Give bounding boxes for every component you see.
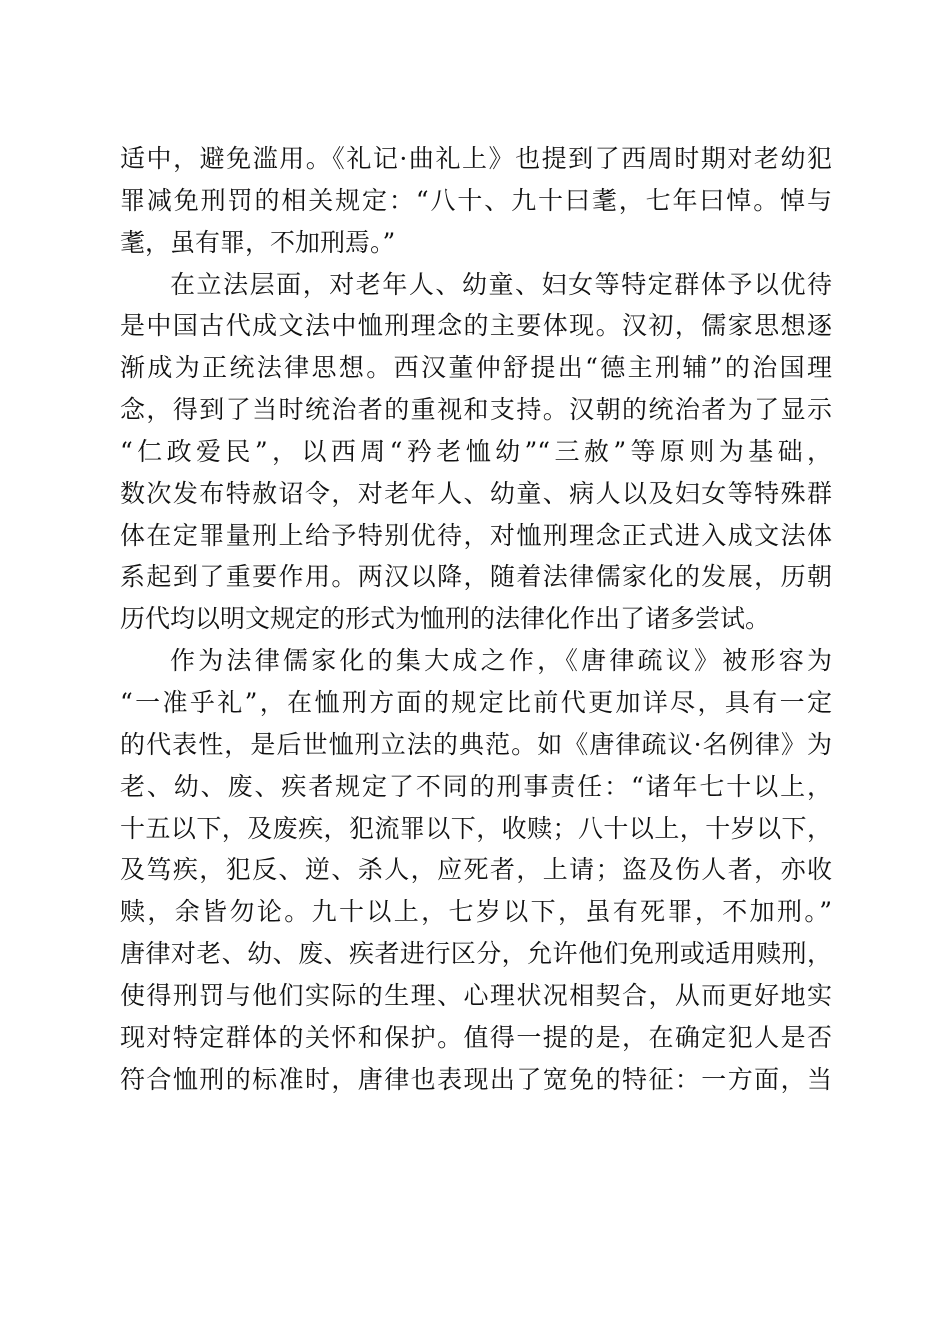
text-line: 适中，避免滥用。《礼记·曲礼上》也提到了西周时期对老幼犯 <box>120 144 832 173</box>
text-line: 老、幼、废、疾者规定了不同的刑事责任：“诸年七十以上， <box>120 771 832 801</box>
text-line: 罪减免刑罚的相关规定：“八十、九十曰耄，七年曰悼。悼与 <box>120 185 832 215</box>
text-line: “仁政爱民”，以西周“矜老恤幼”“三赦”等原则为基础， <box>120 436 832 466</box>
text-line: 念，得到了当时统治者的重视和支持。汉朝的统治者为了显示 <box>120 395 832 425</box>
text-line: 在立法层面，对老年人、幼童、妇女等特定群体予以优待 <box>170 269 832 299</box>
text-line: 唐律对老、幼、废、疾者进行区分，允许他们免刑或适用赎刑， <box>120 939 832 969</box>
text-line: 历代均以明文规定的形式为恤刑的法律化作出了诸多尝试。 <box>120 604 771 634</box>
text-line: 及笃疾，犯反、逆、杀人，应死者，上请；盗及伤人者，亦收 <box>120 855 832 885</box>
text-line: 是中国古代成文法中恤刑理念的主要体现。汉初，儒家思想逐 <box>120 311 832 341</box>
text-line: 使得刑罚与他们实际的生理、心理状况相契合，从而更好地实 <box>120 980 832 1010</box>
text-line: 符合恤刑的标准时，唐律也表现出了宽免的特征：一方面，当 <box>120 1064 832 1094</box>
text-line: 作为法律儒家化的集大成之作，《唐律疏议》被形容为 <box>170 646 832 676</box>
text-line: 系起到了重要作用。两汉以降，随着法律儒家化的发展，历朝 <box>120 562 832 592</box>
text-line: 渐成为正统法律思想。西汉董仲舒提出“德主刑辅”的治国理 <box>120 353 832 383</box>
text-line: 体在定罪量刑上给予特别优待，对恤刑理念正式进入成文法体 <box>120 520 832 550</box>
body-text <box>120 138 832 1100</box>
text-line: 现对特定群体的关怀和保护。值得一提的是，在确定犯人是否 <box>120 1022 832 1052</box>
text-line: “一准乎礼”，在恤刑方面的规定比前代更加详尽，具有一定 <box>120 687 832 717</box>
text-line: 的代表性，是后世恤刑立法的典范。如《唐律疏议·名例律》为 <box>120 729 832 759</box>
text-line: 赎，余皆勿论。九十以上，七岁以下，虽有死罪，不加刑。” <box>120 897 832 927</box>
text-line: 耄，虽有罪，不加刑焉。” <box>120 227 396 257</box>
text-line: 十五以下，及废疾，犯流罪以下，收赎；八十以上，十岁以下， <box>120 813 832 843</box>
text-line: 数次发布特赦诏令，对老年人、幼童、病人以及妇女等特殊群 <box>120 478 832 508</box>
